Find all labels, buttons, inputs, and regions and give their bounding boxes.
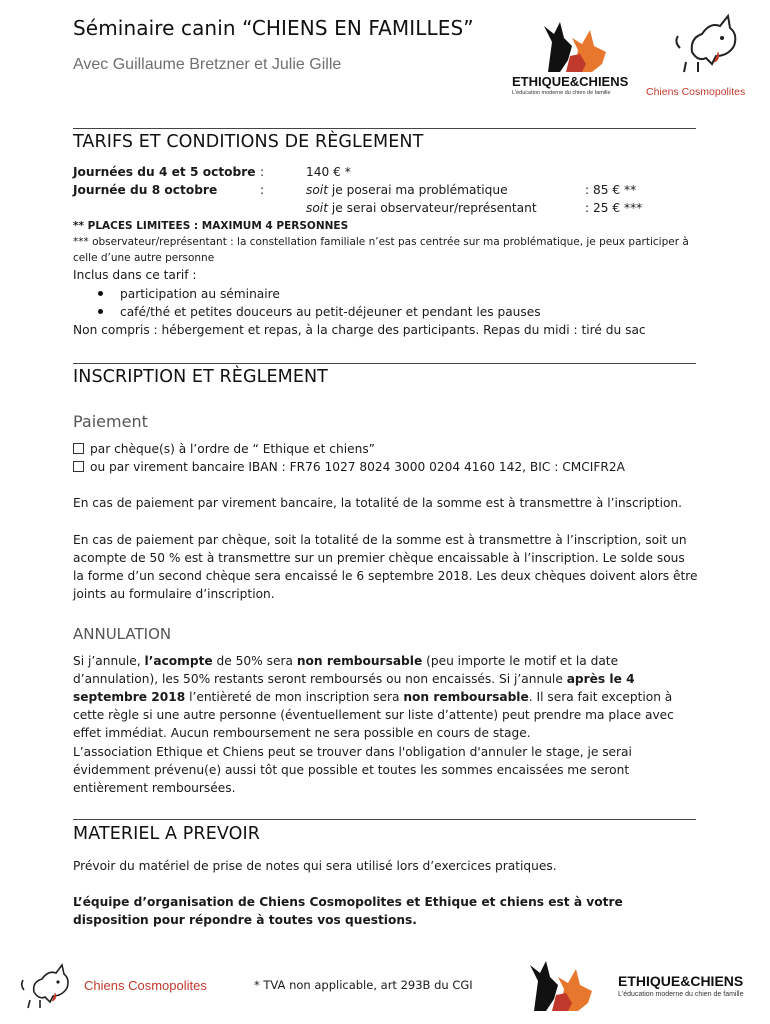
option-virement: ou par virement bancaire IBAN : FR76 1027 8024 3000 0204 4160 142, BIC : CMCIFR2A bbox=[73, 458, 625, 476]
option-problematique-price: : 85 € ** bbox=[585, 183, 637, 197]
materiel-heading: MATERIEL A PREVOIR bbox=[73, 824, 261, 844]
day1-label: Journées du 4 et 5 octobre bbox=[73, 165, 256, 179]
ethique-dogs-icon bbox=[538, 18, 618, 76]
option-problematique bbox=[306, 181, 508, 199]
footer-cosmopolites-text: Chiens Cosmopolites bbox=[84, 978, 207, 993]
materiel-text: Prévoir du matériel de prise de notes qui sera utilisé lors d’exercices pratiques. bbox=[73, 859, 557, 873]
bullet-icon bbox=[98, 291, 103, 296]
footer-ethique-text: ETHIQUE&CHIENS bbox=[618, 973, 744, 989]
option-cheque: par chèque(s) à l’ordre de “ Ethique et chiens” bbox=[73, 440, 375, 458]
divider bbox=[73, 363, 696, 364]
para-cheque: En cas de paiement par chèque, soit la totalité de la somme est à transmettre à l’inscription, soit un acompte de 50 % est à transmettre sur un premier chèque encaissable à l’inscription. Le solde sous la forme d’un second chèque sera encaissé le 6 septembre 2018. Les deux chèques doivent alors être joints au formulaire d’inscription. bbox=[73, 533, 698, 601]
checkbox-virement[interactable] bbox=[73, 461, 84, 472]
ethique-logo-tagline: L'éducation moderne du chien de famille bbox=[512, 90, 611, 96]
inscription-heading: INSCRIPTION ET RÈGLEMENT bbox=[73, 367, 328, 387]
option-observateur-price: : 25 € *** bbox=[585, 201, 643, 215]
non-compris: Non compris : hébergement et repas, à la charge des participants. Repas du midi : tiré du sac bbox=[73, 323, 646, 337]
day1-colon: : bbox=[260, 165, 265, 179]
soit-text: soit bbox=[306, 201, 328, 215]
checkbox-cheque[interactable] bbox=[73, 443, 84, 454]
soit-text: soit bbox=[306, 183, 328, 197]
divider bbox=[73, 819, 696, 820]
cartoon-dog-icon bbox=[18, 962, 82, 1010]
ethique-logo-text: ETHIQUE&CHIENS bbox=[512, 74, 629, 89]
day1-price: 140 € * bbox=[306, 165, 351, 179]
tarifs-heading: TARIFS ET CONDITIONS DE RÈGLEMENT bbox=[73, 132, 424, 152]
divider bbox=[73, 128, 696, 129]
page-title: Séminaire canin “CHIENS EN FAMILLES” bbox=[73, 16, 474, 40]
bullet-icon bbox=[98, 309, 103, 314]
annulation-paragraph: Si j’annule, l’acompte de 50% sera non remboursable (peu importe le motif et la date d’annulation), les 50% restants seront remboursés ou non encaissés. Si j’annule après le 4 septembre 2018 l’entièreté de mon inscription sera non remboursable. Il sera fait exception à cette règle si une autre personne (éventuellement sur liste d’attente) peut prendre ma place avec effet immédiat. Aucun remboursement ne sera possible en cours de stage. bbox=[73, 654, 674, 740]
inclus-label: Inclus dans ce tarif : bbox=[73, 268, 197, 282]
day2-colon: : bbox=[260, 183, 265, 197]
cosmopolites-logo-text: Chiens Cosmopolites bbox=[646, 86, 746, 98]
footer-ethique-tagline: L'éducation moderne du chien de famille bbox=[618, 991, 744, 998]
inclus-item: café/thé et petites douceurs au petit-déjeuner et pendant les pauses bbox=[98, 303, 541, 321]
places-limitees: ** PLACES LIMITEES : MAXIMUM 4 PERSONNES bbox=[73, 220, 349, 232]
option-observateur-text: je serai observateur/représentant bbox=[331, 201, 537, 215]
footer-ethique-logo bbox=[528, 955, 766, 1013]
annulation-association: L’association Ethique et Chiens peut se trouver dans l'obligation d'annuler le stage, je serai évidemment prévenu(e) aussi tôt que possible et toutes les sommes encaissées me seront entièrement remboursées. bbox=[73, 745, 632, 795]
para-virement: En cas de paiement par virement bancaire, la totalité de la somme est à transmettre à l’inscription. bbox=[73, 496, 683, 510]
cartoon-dog-icon bbox=[672, 12, 752, 74]
annulation-heading: ANNULATION bbox=[73, 625, 172, 643]
closing-text: L’équipe d’organisation de Chiens Cosmopolites et Ethique et chiens est à votre disposition pour répondre à toutes vos questions. bbox=[73, 895, 623, 927]
footer-cosmopolites-logo bbox=[18, 962, 238, 1010]
ethique-chiens-logo bbox=[512, 18, 652, 98]
page-subtitle: Avec Guillaume Bretzner et Julie Gille bbox=[73, 56, 342, 73]
inclus-item: participation au séminaire bbox=[98, 285, 280, 303]
option-problematique-text: je poserai ma problématique bbox=[331, 183, 508, 197]
option-observateur bbox=[306, 199, 537, 217]
paiement-heading: Paiement bbox=[73, 412, 148, 431]
observateur-note: *** observateur/représentant : la constellation familiale n’est pas centrée sur ma problématique, je peux participer à celle d’une autre personne bbox=[73, 236, 689, 264]
ethique-dogs-icon bbox=[528, 955, 612, 1013]
day2-label: Journée du 8 octobre bbox=[73, 183, 218, 197]
tva-note: * TVA non applicable, art 293B du CGI bbox=[254, 978, 473, 992]
chiens-cosmopolites-logo bbox=[644, 12, 754, 98]
